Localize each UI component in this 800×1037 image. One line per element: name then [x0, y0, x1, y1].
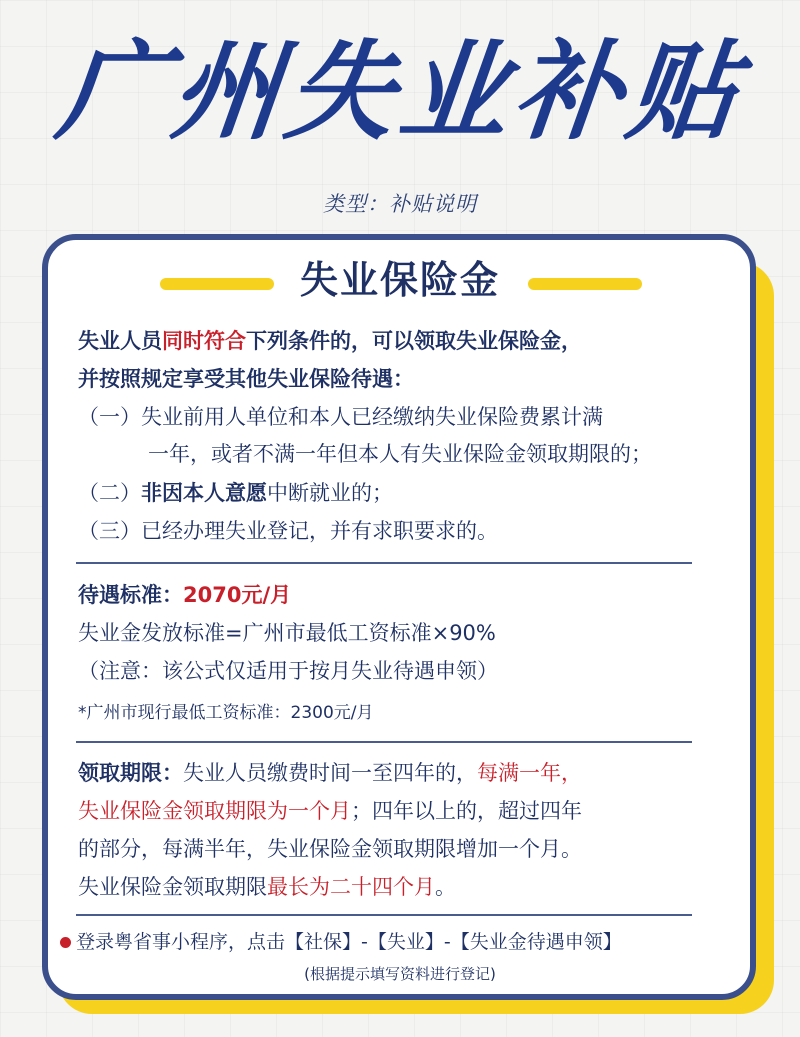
- period-text-4: 失业保险金领取期限: [78, 875, 267, 899]
- intro-highlight: 同时符合: [162, 329, 246, 353]
- section-header: [0, 255, 800, 305]
- standard-row: [78, 580, 291, 610]
- bullet-dot-icon: [60, 937, 71, 948]
- section-title: 失业保险金: [299, 258, 500, 302]
- period-text-2: ；四年以上的，超过四年: [351, 799, 582, 823]
- period-red-1: 每满一年，: [477, 761, 582, 785]
- conditions-intro-line2: 并按照规定享受其他失业保险待遇：: [78, 367, 414, 391]
- period-line-1: [78, 758, 582, 788]
- period-line-2: [78, 796, 582, 826]
- standard-formula: 失业金发放标准=广州市最低工资标准×90%: [78, 621, 496, 645]
- standard-note: （注意：该公式仅适用于按月失业待遇申领）: [78, 659, 498, 683]
- footer-instruction: 登录粤省事小程序，点击【社保】-【失业】-【失业金待遇申领】: [76, 931, 622, 953]
- standard-value: 2070元/月: [183, 583, 292, 607]
- decor-line-right: [528, 278, 642, 290]
- footer-note: (根据提示填写资料进行登记): [304, 965, 496, 983]
- intro-text-a: 失业人员: [78, 329, 162, 353]
- period-end: 。: [435, 875, 456, 899]
- period-line-4: [78, 872, 456, 902]
- intro-text-b: 下列条件的，可以领取失业保险金，: [246, 329, 582, 353]
- divider-3: [76, 914, 692, 916]
- condition-item-1-line2: 一年，或者不满一年但本人有失业保险金领取期限的；: [148, 442, 652, 466]
- conditions-intro: [78, 326, 582, 356]
- period-line-3: 的部分，每满半年，失业保险金领取期限增加一个月。: [78, 837, 582, 861]
- condition-item-3: （三）已经办理失业登记，并有求职要求的。: [78, 519, 498, 543]
- condition-item-2: [78, 478, 393, 508]
- page-subtitle: 类型：补贴说明: [323, 192, 477, 216]
- period-red-2: 失业保险金领取期限为一个月: [78, 799, 351, 823]
- period-label: 领取期限：: [78, 761, 183, 785]
- item2-bold: 非因本人意愿: [141, 481, 267, 505]
- item2-prefix: （二）: [78, 481, 141, 505]
- standard-label: 待遇标准：: [78, 583, 183, 607]
- divider-2: [76, 741, 692, 743]
- standard-footnote: *广州市现行最低工资标准：2300元/月: [78, 703, 374, 723]
- divider-1: [76, 562, 692, 564]
- period-red-3: 最长为二十四个月: [267, 875, 435, 899]
- item2-suffix: 中断就业的；: [267, 481, 393, 505]
- page-title: 广州失业补贴: [51, 30, 749, 155]
- condition-item-1-line1: （一）失业前用人单位和本人已经缴纳失业保险费累计满: [78, 405, 603, 429]
- period-text-1: 失业人员缴费时间一至四年的，: [183, 761, 477, 785]
